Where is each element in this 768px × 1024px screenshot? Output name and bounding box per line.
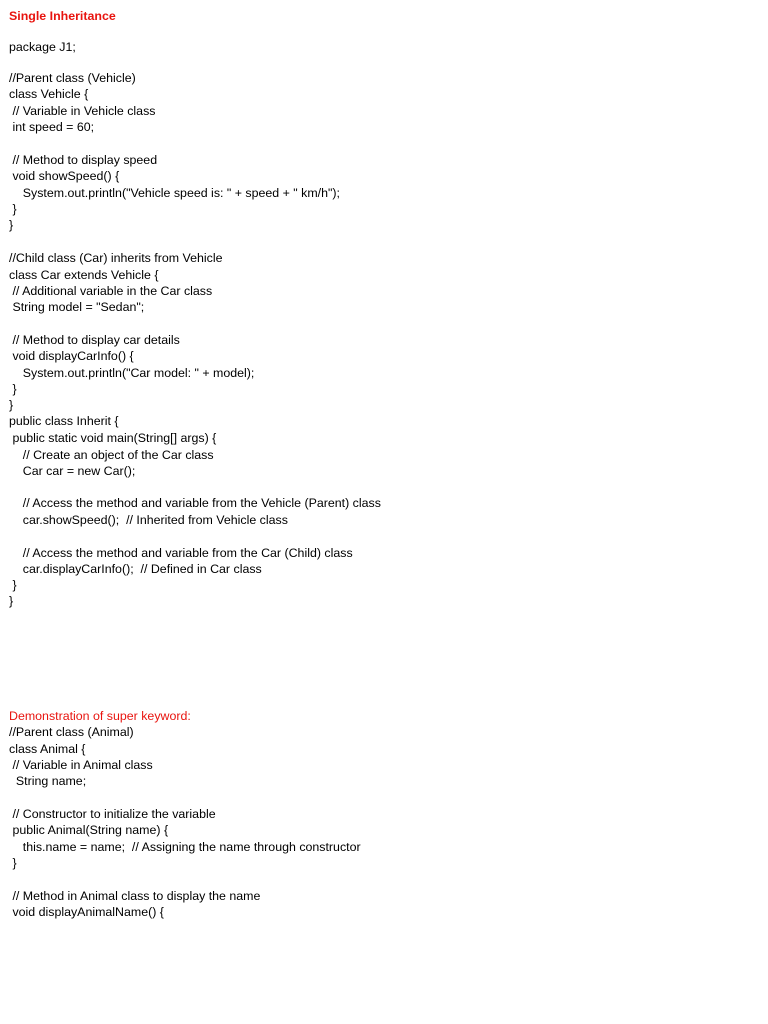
code-line: // Constructor to initialize the variable [9, 807, 216, 821]
code-line: int speed = 60; [9, 120, 95, 134]
code-line: } [9, 218, 14, 232]
code-line: class Car extends Vehicle { [9, 268, 159, 282]
code-line: class Animal { [9, 742, 86, 756]
code-line: void displayCarInfo() { [9, 349, 134, 363]
code-line: String name; [9, 774, 87, 788]
code-line: // Additional variable in the Car class [9, 284, 213, 298]
code-line: void displayAnimalName() { [9, 905, 164, 919]
code-line: // Variable in Animal class [9, 758, 153, 772]
code-line: // Method to display car details [9, 333, 180, 347]
code-line: this.name = name; // Assigning the name through constructor [9, 840, 361, 854]
code-line: Car car = new Car(); [9, 464, 136, 478]
code-line: // Access the method and variable from the Vehicle (Parent) class [9, 496, 381, 510]
code-line: } [9, 398, 14, 412]
code-line: package J1; [9, 40, 76, 54]
code-line: System.out.println("Car model: " + model); [9, 366, 255, 380]
code-line: System.out.println("Vehicle speed is: " + speed + " km/h"); [9, 186, 340, 200]
code-line: // Create an object of the Car class [9, 448, 214, 462]
code-line: //Parent class (Animal) [9, 725, 134, 739]
code-line: } [9, 578, 17, 592]
code-line: // Method in Animal class to display the name [9, 889, 261, 903]
code-line: String model = "Sedan"; [9, 300, 145, 314]
code-line: car.showSpeed(); // Inherited from Vehicle class [9, 513, 288, 527]
code-line: //Parent class (Vehicle) [9, 71, 136, 85]
section-title-single-inheritance: Single Inheritance [9, 9, 116, 23]
code-line: // Variable in Vehicle class [9, 104, 156, 118]
code-line: } [9, 382, 17, 396]
code-line: public Animal(String name) { [9, 823, 169, 837]
code-line: car.displayCarInfo(); // Defined in Car class [9, 562, 262, 576]
code-line: } [9, 594, 14, 608]
section-title-super-keyword: Demonstration of super keyword: [9, 709, 191, 723]
code-line: // Access the method and variable from the Car (Child) class [9, 546, 353, 560]
code-line: public class Inherit { [9, 414, 119, 428]
code-line: class Vehicle { [9, 87, 89, 101]
code-line: } [9, 202, 17, 216]
code-line: //Child class (Car) inherits from Vehicle [9, 251, 223, 265]
code-line: void showSpeed() { [9, 169, 120, 183]
code-line: public static void main(String[] args) { [9, 431, 217, 445]
code-line: } [9, 856, 17, 870]
code-line: // Method to display speed [9, 153, 158, 167]
